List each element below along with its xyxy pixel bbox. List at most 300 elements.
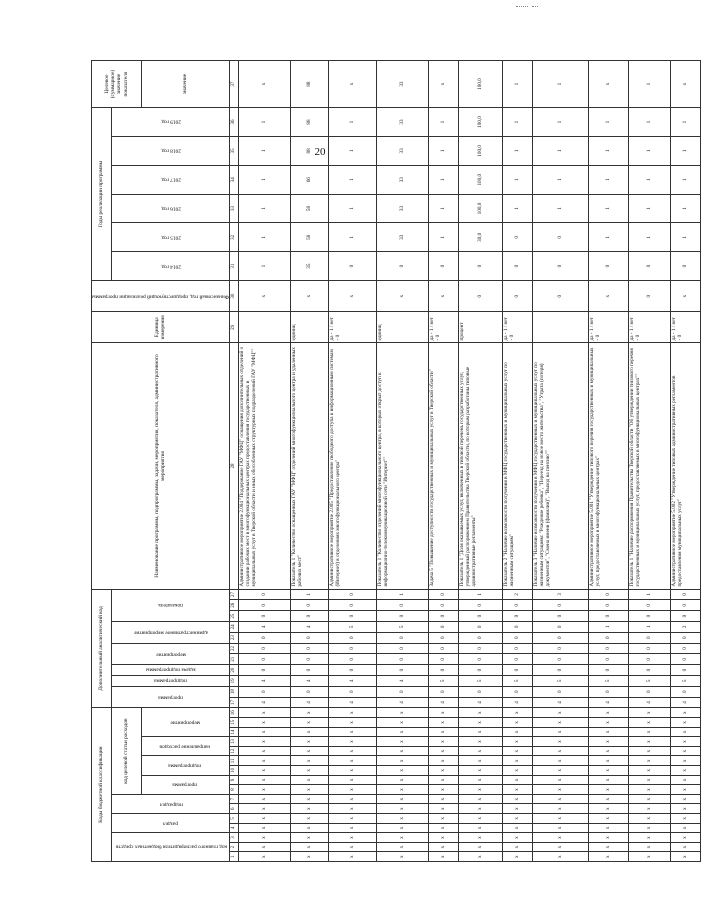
code-cell: х [328,708,376,718]
scan-mark [532,6,538,8]
code-cell: 0 [532,611,588,622]
code-cell: х [328,833,376,843]
year-value: 1 [628,194,670,223]
year-value: 1 [328,194,376,223]
column-number: 24 [229,621,238,632]
code-cell: 4 [238,621,290,632]
year-value: 0 [502,252,532,281]
code-cell: 0 [628,632,670,643]
code-cell: х [428,833,458,843]
code-cell: 5 [628,675,670,686]
code-cell: х [328,852,376,862]
code-cell: 1 [290,589,328,600]
code-cell: х [458,708,502,718]
code-cell: 0 [532,632,588,643]
code-cell: х [376,804,428,814]
column-number: 12 [229,746,238,756]
header-years: Годы реализации программы [92,108,112,281]
year-value: 1 [588,136,628,165]
code-cell: х [290,737,328,747]
column-number: 23 [229,632,238,643]
code-cell: 0 [328,654,376,665]
column-number: 21 [229,654,238,665]
code-cell: 0 [502,654,532,665]
column-number: 29 [229,312,238,343]
code-cell: х [376,852,428,862]
code-cell: 0 [670,632,700,643]
year-value: 33 [376,108,428,137]
code-cell: х [458,823,502,833]
code-cell: 4 [502,697,532,708]
row-fin-year-value: 0 [502,281,532,312]
code-cell: х [458,814,502,824]
code-cell: 0 [376,632,428,643]
year-value: 33 [376,165,428,194]
code-cell: 0 [458,643,502,654]
code-cell: х [428,794,458,804]
header-2014: 2014 год [112,252,230,281]
year-value: 0 [328,252,376,281]
year-value: 100,0 [458,165,502,194]
year-value: 1 [670,194,700,223]
code-cell: 0 [502,686,532,697]
code-cell: х [238,785,290,795]
code-cell: х [588,727,628,737]
column-number: 11 [229,756,238,766]
header-2016: 2016 год [112,194,230,223]
year-value: 1 [628,165,670,194]
code-cell: 0 [376,654,428,665]
code-cell: х [328,766,376,776]
code-cell: 0 [628,611,670,622]
code-cell: 0 [290,643,328,654]
row-fin-year-value: 0 [628,281,670,312]
header-indicator: показатель [112,589,230,621]
row-unit: единиц [290,312,328,343]
code-cell: х [328,775,376,785]
row-unit: да - 1 / нет - 0 [588,312,628,343]
code-cell: 5 [532,675,588,686]
code-cell: 4 [328,697,376,708]
code-cell: х [628,794,670,804]
code-cell: х [376,785,428,795]
code-cell: х [376,718,428,728]
code-cell: х [588,794,628,804]
year-value: 1 [328,165,376,194]
code-cell: 0 [238,665,290,676]
code-cell: х [458,718,502,728]
code-cell: х [532,727,588,737]
row-unit: да - 1 / нет - 0 [670,312,700,343]
column-number: 4 [229,823,238,833]
year-value: 33 [376,136,428,165]
code-cell: 4 [290,621,328,632]
code-cell: х [428,785,458,795]
code-cell: 0 [290,654,328,665]
column-number: 31 [229,252,238,281]
code-cell: х [458,775,502,785]
code-cell: 0 [588,643,628,654]
code-cell: х [628,775,670,785]
code-cell: х [428,718,458,728]
code-cell: 0 [532,600,588,611]
year-value: 0 [532,252,588,281]
year-value: 100,0 [458,108,502,137]
code-cell: х [502,785,532,795]
column-number: 7 [229,794,238,804]
column-number: 14 [229,727,238,737]
row-name: Показатель 1 "Наличие распоряжения Правительства Тверской области "Об утверждении типового перечня государственных и муниципальных услуг, предоставляемых в многофункциональных центрах"" [628,343,670,589]
year-value: 1 [238,108,290,137]
code-cell: х [588,718,628,728]
code-cell: х [290,785,328,795]
code-cell: х [328,804,376,814]
year-value: 1 [328,223,376,252]
table-row [328,61,376,862]
code-cell: 0 [670,600,700,611]
code-cell: х [290,794,328,804]
column-number: 9 [229,775,238,785]
code-cell: 0 [328,589,376,600]
header-target: Целевое (суммарное) значение показателя [92,61,142,108]
header-2017: 2017 год [112,165,230,194]
code-cell: 0 [588,600,628,611]
code-cell: х [238,775,290,785]
code-cell: х [376,794,428,804]
code-cell: х [238,833,290,843]
year-value: 0 [458,252,502,281]
code-cell: х [290,852,328,862]
code-cell: 0 [328,611,376,622]
year-value: 1 [428,108,458,137]
code-cell: 0 [458,621,502,632]
year-value: 1 [628,136,670,165]
code-cell: х [238,737,290,747]
code-cell: х [376,756,428,766]
code-cell: х [532,852,588,862]
year-value: 1 [502,194,532,223]
code-cell: 0 [670,643,700,654]
program-indicators-table [91,60,701,862]
code-cell: х [670,794,700,804]
code-cell: х [238,766,290,776]
code-cell: х [376,766,428,776]
row-name: Административное мероприятие 5.002 "Утверждение типовых административных регламентов предоставления муниципальных услуг" [670,343,700,589]
header-event: мероприятие [112,643,230,665]
code-cell: х [238,708,290,718]
code-cell: х [670,775,700,785]
code-cell: 5 [428,675,458,686]
column-number: 1 [229,852,238,862]
header-budget-codes: Коды бюджетной классификации [92,708,112,862]
year-value: 1 [670,223,700,252]
year-value: 1 [588,165,628,194]
code-cell: х [628,842,670,852]
row-name: Административное мероприятие 2.004 "Поддержание ГАУ "МФЦ" оснащения дополнительных отделений о создании рабочих мест в многофункциональных центрах предоставления государственных и муниципальных услуг в Тверской области и иных обособленных структурных подразделений ГАУ "МФЦ"" [238,343,290,589]
code-cell: 1 [458,589,502,600]
code-cell: х [238,756,290,766]
code-cell: х [290,842,328,852]
table-row [376,61,428,862]
row-unit: да - 1 / нет - 0 [328,312,376,343]
code-cell: х [502,718,532,728]
code-cell: х [376,833,428,843]
target-value: х [428,61,458,108]
code-cell: 4 [428,697,458,708]
year-value: 1 [532,194,588,223]
row-fin-year-value: х [376,281,428,312]
code-cell: 0 [428,654,458,665]
code-cell: 4 [290,675,328,686]
code-cell: х [532,746,588,756]
code-cell: х [532,718,588,728]
code-cell: х [670,766,700,776]
header-value: значение [141,61,229,108]
code-cell: 0 [502,665,532,676]
code-cell: х [670,804,700,814]
year-value: 1 [238,136,290,165]
code-cell: х [458,852,502,862]
code-cell: 0 [458,665,502,676]
header-podrazdel: подраздел [112,794,230,813]
row-fin-year-value: х [428,281,458,312]
code-cell: 0 [502,600,532,611]
year-value: 1 [532,165,588,194]
code-cell: 0 [532,686,588,697]
code-cell: х [238,852,290,862]
row-fin-year-value: 0 [532,281,588,312]
year-value: 1 [238,252,290,281]
code-cell: х [376,746,428,756]
year-value: 1 [328,136,376,165]
row-name: Показатель 1 "Количество отделений многофункционального центра, в которых открыт доступ к информационно-телекоммуникационной сети "Интернет"" [376,343,428,589]
year-value: 1 [238,165,290,194]
year-value: 1 [628,223,670,252]
year-value: 100,0 [458,194,502,223]
code-cell: 0 [428,600,458,611]
code-cell: х [502,766,532,776]
code-cell: х [502,775,532,785]
table-row [532,61,588,862]
year-value: 1 [328,108,376,137]
code-cell: х [670,727,700,737]
target-value: 1 [502,61,532,108]
code-cell: х [376,814,428,824]
code-cell: 0 [428,665,458,676]
code-cell: х [670,737,700,747]
code-cell: х [458,804,502,814]
header-2018: 2018 год [112,136,230,165]
column-number: 35 [229,136,238,165]
header-razdel: раздел [112,814,230,833]
code-cell: х [376,823,428,833]
code-cell: х [628,785,670,795]
code-cell: 4 [628,697,670,708]
year-value: 33 [376,194,428,223]
header-event-code: мероприятие [141,708,229,737]
code-cell: х [328,814,376,824]
rotated-table-frame [91,60,688,862]
target-value: х [670,61,700,108]
code-cell: х [532,775,588,785]
code-cell: х [628,814,670,824]
code-cell: х [628,823,670,833]
code-cell: х [328,727,376,737]
code-cell: х [428,708,458,718]
row-unit: да - 1 / нет - 0 [502,312,532,343]
code-cell: 0 [328,600,376,611]
code-cell: х [628,727,670,737]
code-cell: х [290,833,328,843]
code-cell: х [458,766,502,776]
code-cell: 4 [670,697,700,708]
code-cell: 0 [670,611,700,622]
row-fin-year-value: 0 [458,281,502,312]
target-value: 88 [290,61,328,108]
year-value: 100,0 [458,136,502,165]
code-cell: х [428,804,458,814]
code-cell: х [290,708,328,718]
code-cell: 0 [458,632,502,643]
code-cell: х [290,775,328,785]
code-cell: х [428,842,458,852]
code-cell: х [290,746,328,756]
code-cell: 3 [532,589,588,600]
code-cell: х [628,737,670,747]
code-cell: 0 [502,611,532,622]
code-cell: х [588,746,628,756]
code-cell: 0 [328,686,376,697]
code-cell: х [290,814,328,824]
column-number: 26 [229,600,238,611]
row-fin-year-value: х [238,281,290,312]
code-cell: х [238,814,290,824]
code-cell: 0 [458,600,502,611]
code-cell: х [290,727,328,737]
year-value: 1 [670,136,700,165]
code-cell: х [588,756,628,766]
year-value: 33 [376,223,428,252]
target-value: 1 [628,61,670,108]
code-cell: х [588,852,628,862]
code-cell: 0 [628,643,670,654]
code-cell: 0 [238,600,290,611]
code-cell: х [588,737,628,747]
code-cell: 0 [290,665,328,676]
code-cell: х [532,833,588,843]
code-cell: х [588,842,628,852]
code-cell: х [628,718,670,728]
column-number: 32 [229,223,238,252]
year-value: 0 [628,252,670,281]
code-cell: х [290,766,328,776]
code-cell: х [502,794,532,804]
code-cell: х [588,785,628,795]
year-value: 88 [290,108,328,137]
row-fin-year-value: х [670,281,700,312]
code-cell: 0 [458,654,502,665]
code-cell: х [328,794,376,804]
column-number: 3 [229,833,238,843]
code-cell: 4 [532,697,588,708]
code-cell: 0 [376,611,428,622]
code-cell: 0 [588,611,628,622]
code-cell: 0 [458,686,502,697]
code-cell: х [458,842,502,852]
code-cell: х [588,823,628,833]
column-number: 10 [229,766,238,776]
code-cell: х [376,775,428,785]
code-cell: 0 [290,632,328,643]
code-cell: 0 [238,589,290,600]
table-row [670,61,700,862]
year-value: 66 [290,165,328,194]
target-value: 1 [532,61,588,108]
year-value: 0 [532,223,588,252]
code-cell: 0 [588,654,628,665]
year-value: 0 [670,252,700,281]
code-cell: 0 [458,611,502,622]
table-row [428,61,458,862]
code-cell: 0 [588,589,628,600]
code-cell: 0 [238,643,290,654]
code-cell: 0 [428,589,458,600]
code-cell: 0 [670,686,700,697]
code-cell: х [238,718,290,728]
code-cell: х [628,746,670,756]
code-cell: 0 [588,665,628,676]
code-cell: х [502,737,532,747]
year-value: 1 [588,223,628,252]
code-cell: 4 [290,697,328,708]
code-cell: х [502,823,532,833]
code-cell: х [502,814,532,824]
year-value: 0 [428,252,458,281]
code-cell: 0 [532,621,588,632]
code-cell: х [502,708,532,718]
header-cs-code: код целевой статьи расходов [112,708,142,795]
code-cell: х [238,727,290,737]
code-cell: х [502,804,532,814]
code-cell: х [328,718,376,728]
year-value: 1 [502,108,532,137]
code-cell: х [428,756,458,766]
year-value: 1 [428,194,458,223]
code-cell: х [290,823,328,833]
year-value: 1 [628,108,670,137]
code-cell: х [458,833,502,843]
column-number: 19 [229,675,238,686]
code-cell: 0 [588,632,628,643]
code-cell: х [670,823,700,833]
rotated-table-content [91,60,688,862]
code-cell: 0 [670,665,700,676]
row-name: Показатель 3 "Наличие возможности получения в МФЦ государственных и муниципальных услуг по жизненным ситуациям: "Рождение ребенка", "Переезд на новое место жительства", "Утрата (потеря) документов", "Смена имени (фамилии)", "Выход на пенсию"" [532,343,588,589]
header-grbs: код главного распорядителя бюджетных средств [112,833,230,862]
year-value: 1 [428,165,458,194]
year-value: 1 [532,136,588,165]
year-value: 1 [532,108,588,137]
code-cell: х [376,708,428,718]
code-cell: х [588,804,628,814]
code-cell: 0 [376,665,428,676]
year-value: 1 [502,136,532,165]
header-program: программа [112,686,230,708]
row-fin-year-value: х [290,281,328,312]
year-value: 35 [290,252,328,281]
code-cell: х [238,794,290,804]
code-cell: х [428,814,458,824]
